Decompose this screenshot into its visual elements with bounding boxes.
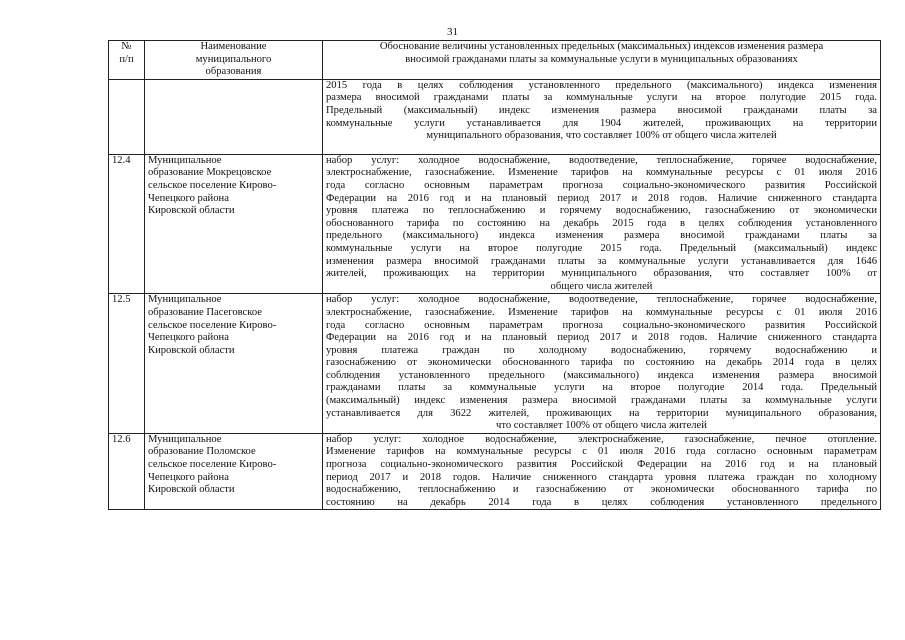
page-number: 31	[447, 26, 458, 38]
name-line: образование Поломское	[148, 446, 256, 458]
text-line: изменения размера вносимой гражданами платы за коммунальные услуги устанавливается для 1646	[326, 255, 877, 267]
table-row	[109, 154, 881, 294]
header-text-line: Обоснование величины установленных предельных (максимальных) индексов изменения размера	[379, 41, 824, 52]
header-num-line: п/п	[119, 53, 134, 65]
row-num: 12.6	[109, 433, 145, 510]
text-line: электроснабжение, газоснабжение. Изменение тарифов на коммунальные ресурсы с 01 июля 2016	[326, 167, 877, 179]
text-line: состоянию на декабрь 2014 года в целях соблюдения установленного предельного	[326, 496, 877, 508]
header-text-line: вносимой гражданами платы за коммунальные услуги в муниципальных образованиях	[405, 53, 798, 65]
text-line: Федерации на 2016 год и на плановый период 2017 и 2018 годов. Наличие сниженного стандарта	[326, 192, 877, 204]
text-line: период 2017 и 2018 годов. Наличие сниженного стандарта уровня платежа граждан по холодному	[326, 471, 877, 483]
text-line: размера вносимой гражданами платы за коммунальные услуги на второе полугодие 2015 года.	[326, 92, 877, 104]
text-line: общего числа жителей	[550, 280, 653, 292]
text-line: прогноза социально-экономического развития Российской Федерации на 2016 год и на плановый	[326, 459, 877, 471]
text-line: года согласно основным параметрам прогноза социально-экономического развития Российской	[326, 319, 877, 331]
name-line: сельское поселение Кирово-	[148, 179, 277, 191]
text-line: жителей, проживающих на территории муниципального образования, что составляет 100% от	[326, 268, 877, 280]
table-row	[109, 294, 881, 434]
table-header-row	[109, 41, 881, 80]
name-line: Чепецкого района	[148, 332, 229, 344]
text-line: года согласно основным параметрам прогноза социально-экономического развития Российской	[326, 179, 877, 191]
name-line: образование Пасеговское	[148, 306, 263, 318]
text-line: Предельный (максимальный) индекс изменения размера вносимой гражданами платы за	[326, 104, 877, 116]
header-num	[109, 41, 145, 80]
text-line: уровня платежа по теплоснабжению и горячему водоснабжению, газоснабжению от экономически	[326, 205, 877, 217]
tariff-table	[108, 40, 881, 510]
header-text	[323, 41, 881, 80]
text-line: электроснабжение, газоснабжение. Изменение тарифов на коммунальные ресурсы с 01 июля 2016	[326, 306, 877, 318]
text-line: набор услуг: холодное водоснабжение, водоотведение, теплоснабжение, горячее водоснабжение,	[326, 154, 877, 166]
name-line: сельское поселение Кирово-	[148, 319, 277, 331]
header-name-line: образования	[205, 66, 262, 78]
row-name	[145, 294, 323, 434]
row-name	[145, 433, 323, 510]
row-text	[323, 79, 881, 154]
text-line: гражданами платы за коммунальные услуги на второе полугодие 2014 года. Предельный	[326, 382, 877, 394]
text-line: муниципального образования, что составляет 100% от общего числа жителей	[426, 130, 777, 142]
text-line: набор услуг: холодное водоснабжение, электроснабжение, газоснабжение, печное отопление.	[326, 433, 877, 445]
name-line: Чепецкого района	[148, 471, 229, 483]
text-line: уровня платежа граждан по холодному водоснабжению, горячему водоснабжению и	[326, 344, 877, 356]
text-line: обоснованного тарифа по состоянию на декабрь 2015 года в целях соблюдения установленного	[326, 217, 877, 229]
text-line: (максимальный) индекс изменения размера вносимой гражданами платы за коммунальные услуги	[326, 395, 877, 407]
text-line: что составляет 100% от общего числа жителей	[496, 420, 707, 432]
name-line: Муниципальное	[148, 154, 222, 166]
name-line: образование Мокрецовское	[148, 167, 272, 179]
table-row	[109, 433, 881, 510]
name-line: Кировской области	[148, 484, 235, 496]
name-line: сельское поселение Кирово-	[148, 459, 277, 471]
table-row	[109, 79, 881, 154]
text-line: Изменение тарифов на коммунальные ресурсы с 01 июля 2016 года согласно основным параметрам	[326, 446, 877, 458]
name-line: Кировской области	[148, 205, 235, 217]
text-line: соблюдения установленного предельного (максимального) индекса изменения размера вносимой	[326, 369, 877, 381]
name-line: Кировской области	[148, 344, 235, 356]
header-name-line: муниципального	[195, 53, 272, 65]
header-name-line: Наименование	[200, 41, 267, 52]
row-name	[145, 154, 323, 294]
row-num	[109, 79, 145, 154]
row-num: 12.5	[109, 294, 145, 434]
text-line: предельного (максимального) индекса изменения размера вносимой гражданами платы за	[326, 230, 877, 242]
row-name	[145, 79, 323, 154]
text-line: устанавливается для 3622 жителей, проживающих на территории муниципального образования,	[326, 407, 877, 419]
row-num: 12.4	[109, 154, 145, 294]
name-line: Муниципальное	[148, 294, 222, 306]
text-line: Федерации на 2016 год и на плановый период 2017 и 2018 годов. Наличие сниженного стандарта	[326, 332, 877, 344]
header-num-line: №	[121, 41, 132, 52]
text-line: газоснабжению от экономически обоснованного тарифа по состоянию на декабрь 2014 года в целях	[326, 357, 877, 369]
text-line: 2015 года в целях соблюдения установленного предельного (максимального) индекса изменения	[326, 79, 877, 91]
text-line: коммунальные услуги на второе полугодие 2015 года. Предельный (максимальный) индекс	[326, 242, 877, 254]
name-line: Муниципальное	[148, 433, 222, 445]
row-text	[323, 433, 881, 510]
row-text	[323, 294, 881, 434]
header-name	[145, 41, 323, 80]
name-line: Чепецкого района	[148, 192, 229, 204]
text-line: коммунальные услуги устанавливается для 1904 жителей, проживающих на территории	[326, 117, 877, 129]
row-text	[323, 154, 881, 294]
text-line: набор услуг: холодное водоснабжение, водоотведение, теплоснабжение, горячее водоснабжение,	[326, 294, 877, 306]
text-line: водоснабжению, теплоснабжению и газоснабжению от экономически обоснованного тарифа по	[326, 484, 877, 496]
